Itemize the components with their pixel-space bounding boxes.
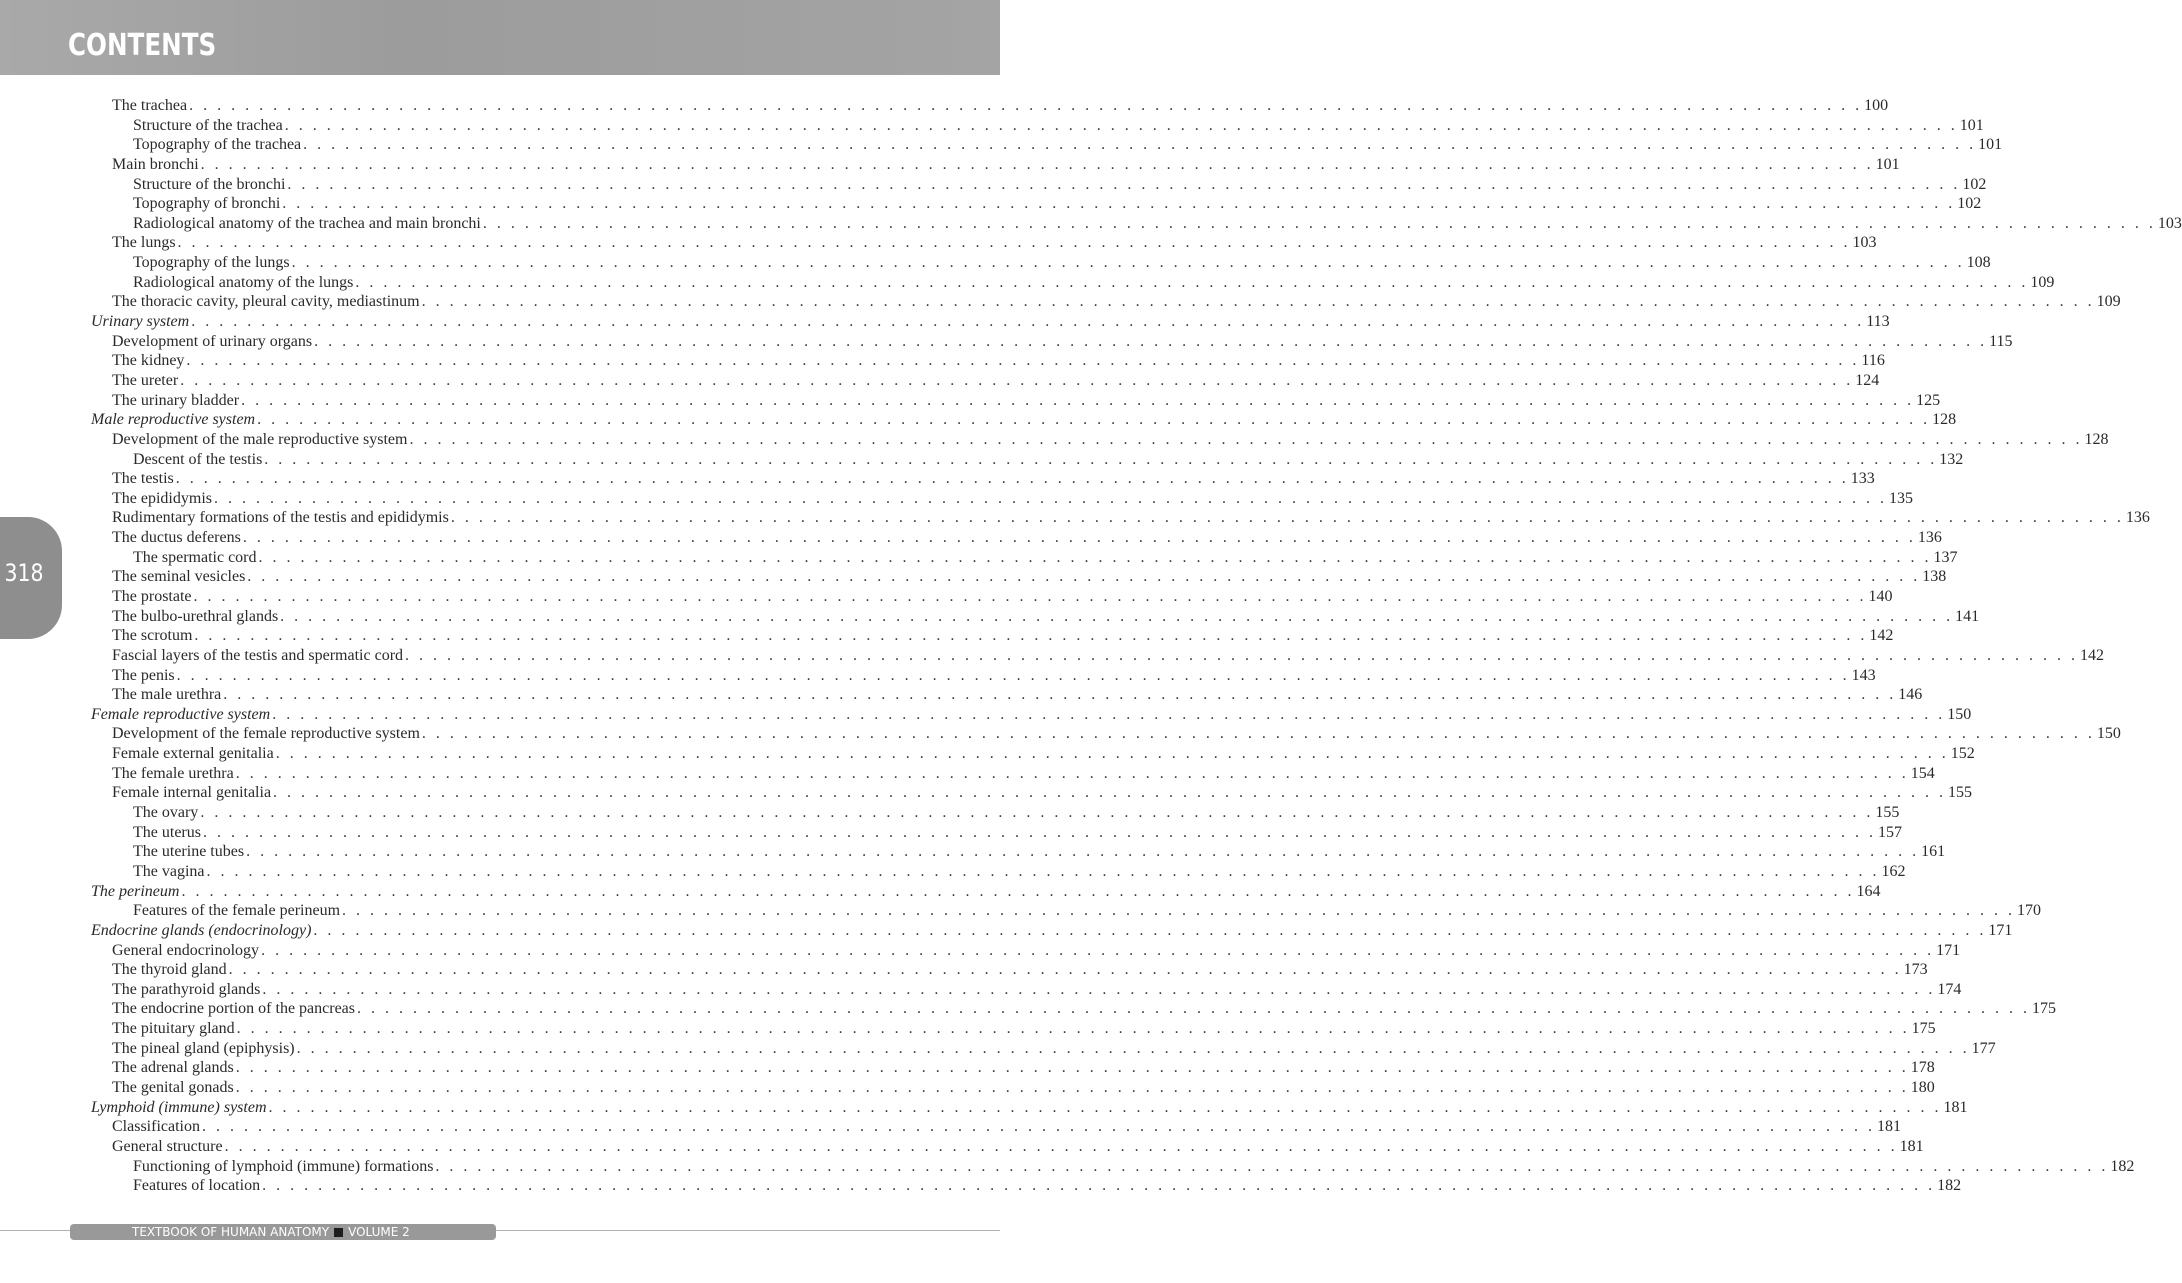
dot-leader: . . . . . . . . . . . . . . . . . . . . . . . . . . . . . . . . . . . . . . . . . . . . . . . . . . . . . . . . . . . . . . . . . . . . . . . . . . . . . . . . . . . . . . . . . . . . . . . . . . . . . . . . . . . . . . . . . . . . . . . . <box>262 980 1936 998</box>
dot-leader: . . . . . . . . . . . . . . . . . . . . . . . . . . . . . . . . . . . . . . . . . . . . . . . . . . . . . . . . . . . . . . . . . . . . . . . . . . . . . . . . . . . . . . . . . . . . . . . . . . . . . . . . . . . . . . . . . . . . . . . . <box>275 745 1949 763</box>
toc-entry-title: Topography of bronchi <box>133 195 281 213</box>
dot-leader: . . . . . . . . . . . . . . . . . . . . . . . . . . . . . . . . . . . . . . . . . . . . . . . . . . . . . . . . . . . . . . . . . . . . . . . . . . . . . . . . . . . . . . . . . . . . . . . . . . . . . . . . . . . . . . . . . . . . . . . . <box>355 273 2029 291</box>
dot-leader: . . . . . . . . . . . . . . . . . . . . . . . . . . . . . . . . . . . . . . . . . . . . . . . . . . . . . . . . . . . . . . . . . . . . . . . . . . . . . . . . . . . . . . . . . . . . . . . . . . . . . . . . . . . . . . . . . . . . . . . . <box>193 588 1867 605</box>
dot-leader: . . . . . . . . . . . . . . . . . . . . . . . . . . . . . . . . . . . . . . . . . . . . . . . . . . . . . . . . . . . . . . . . . . . . . . . . . . . . . . . . . . . . . . . . . . . . . . . . . . . . . . . . . . . . . . . . . . . . . . . . <box>223 686 1897 704</box>
footer-caption <box>132 1224 410 1240</box>
toc-entry <box>133 548 1958 568</box>
toc-entry-page: 154 <box>1910 764 1935 782</box>
toc-entry-title: Development of urinary organs <box>112 332 313 350</box>
toc-entry <box>133 214 2182 234</box>
dot-leader: . . . . . . . . . . . . . . . . . . . . . . . . . . . . . . . . . . . . . . . . . . . . . . . . . . . . . . . . . . . . . . . . . . . . . . . . . . . . . . . . . . . . . . . . . . . . . . . . . . . . . . . . . . . . . . . . . . . . . . . . <box>284 116 1958 134</box>
toc-entry-title: The thyroid gland <box>112 961 227 979</box>
toc-entry-title: Female external genitalia <box>112 745 274 763</box>
toc-entry-title: Development of the male reproductive system <box>112 430 408 448</box>
toc-entry <box>112 96 1889 116</box>
dot-leader: . . . . . . . . . . . . . . . . . . . . . . . . . . . . . . . . . . . . . . . . . . . . . . . . . . . . . . . . . . . . . . . . . . . . . . . . . . . . . . . . . . . . . . . . . . . . . . . . . . . . . . . . . . . . . . . . . . . . . . . . <box>201 1118 1875 1136</box>
toc-entry-title: The prostate <box>112 588 192 605</box>
toc-entry-page: 140 <box>1868 588 1893 605</box>
toc-entry-title: The spermatic cord <box>133 548 257 566</box>
toc-entry-page: 100 <box>1864 97 1889 114</box>
toc-entry-page: 181 <box>1943 1098 1968 1116</box>
dot-leader: . . . . . . . . . . . . . . . . . . . . . . . . . . . . . . . . . . . . . . . . . . . . . . . . . . . . . . . . . . . . . . . . . . . . . . . . . . . . . . . . . . . . . . . . . . . . . . . . . . . . . . . . . . . . . . . . . . . . . . . . <box>206 862 1880 880</box>
toc-entry-page: 142 <box>2080 646 2105 664</box>
toc-entry-page: 109 <box>2030 273 2055 291</box>
toc-entry <box>112 351 1885 371</box>
toc-entry-page: 138 <box>1922 568 1947 586</box>
toc-entry-title: Structure of the bronchi <box>133 175 286 193</box>
toc-entry <box>112 567 1947 587</box>
toc-entry-title: The ovary <box>133 804 199 822</box>
toc-entry <box>112 469 1875 489</box>
dot-leader: . . . . . . . . . . . . . . . . . . . . . . . . . . . . . . . . . . . . . . . . . . . . . . . . . . . . . . . . . . . . . . . . . . . . . . . . . . . . . . . . . . . . . . . . . . . . . . . . . . . . . . . . . . . . . . . . . . . . . . . . <box>200 804 1874 822</box>
toc-entry <box>112 391 1941 411</box>
toc-entry-page: 141 <box>1955 607 1980 625</box>
toc-entry-page: 171 <box>1936 941 1961 959</box>
dot-leader: . . . . . . . . . . . . . . . . . . . . . . . . . . . . . . . . . . . . . . . . . . . . . . . . . . . . . . . . . . . . . . . . . . . . . . . . . . . . . . . . . . . . . . . . . . . . . . . . . . . . . . . . . . . . . . . . . . . . . . . . <box>421 293 2095 311</box>
toc-entry <box>112 587 1893 607</box>
toc-entry-title: General structure <box>112 1137 223 1155</box>
toc-entry-title: The lungs <box>112 234 176 252</box>
toc-entry-title: The pineal gland (epiphysis) <box>112 1039 295 1057</box>
toc-entry-title: The bulbo-urethral glands <box>112 607 279 625</box>
page-title: CONTENTS <box>68 28 217 63</box>
toc-entry <box>133 450 1964 470</box>
toc-entry-page: 137 <box>1933 548 1958 566</box>
toc-entry <box>112 666 1876 686</box>
dot-leader: . . . . . . . . . . . . . . . . . . . . . . . . . . . . . . . . . . . . . . . . . . . . . . . . . . . . . . . . . . . . . . . . . . . . . . . . . . . . . . . . . . . . . . . . . . . . . . . . . . . . . . . . . . . . . . . . . . . . . . . . <box>181 882 1855 900</box>
toc-entry <box>112 941 1961 961</box>
toc-entry <box>112 292 2121 312</box>
toc-entry-page: 108 <box>1966 254 1991 272</box>
toc-entry <box>112 1058 1935 1078</box>
toc-entry-title: Lymphoid (immune) system <box>91 1098 267 1116</box>
dot-leader: . . . . . . . . . . . . . . . . . . . . . . . . . . . . . . . . . . . . . . . . . . . . . . . . . . . . . . . . . . . . . . . . . . . . . . . . . . . . . . . . . . . . . . . . . . . . . . . . . . . . . . . . . . . . . . . . . . . . . . . . <box>303 136 1977 154</box>
toc-entry <box>112 724 2121 744</box>
dot-leader: . . . . . . . . . . . . . . . . . . . . . . . . . . . . . . . . . . . . . . . . . . . . . . . . . . . . . . . . . . . . . . . . . . . . . . . . . . . . . . . . . . . . . . . . . . . . . . . . . . . . . . . . . . . . . . . . . . . . . . . . <box>272 705 1946 723</box>
dot-leader: . . . . . . . . . . . . . . . . . . . . . . . . . . . . . . . . . . . . . . . . . . . . . . . . . . . . . . . . . . . . . . . . . . . . . . . . . . . . . . . . . . . . . . . . . . . . . . . . . . . . . . . . . . . . . . . . . . . . . . . . <box>235 1059 1909 1077</box>
toc-entry-title: Main bronchi <box>112 155 199 173</box>
toc-entry-page: 113 <box>1866 313 1890 331</box>
toc-entry <box>112 999 2057 1019</box>
dot-leader: . . . . . . . . . . . . . . . . . . . . . . . . . . . . . . . . . . . . . . . . . . . . . . . . . . . . . . . . . . . . . . . . . . . . . . . . . . . . . . . . . . . . . . . . . . . . . . . . . . . . . . . . . . . . . . . . . . . . . . . . <box>262 1177 1936 1195</box>
toc-entry <box>133 194 1982 214</box>
dot-leader: . . . . . . . . . . . . . . . . . . . . . . . . . . . . . . . . . . . . . . . . . . . . . . . . . . . . . . . . . . . . . . . . . . . . . . . . . . . . . . . . . . . . . . . . . . . . . . . . . . . . . . . . . . . . . . . . . . . . . . . . <box>200 155 1874 173</box>
toc-entry-title: Topography of the trachea <box>133 136 302 154</box>
toc-entry-page: 115 <box>1989 332 2013 350</box>
dot-leader: . . . . . . . . . . . . . . . . . . . . . . . . . . . . . . . . . . . . . . . . . . . . . . . . . . . . . . . . . . . . . . . . . . . . . . . . . . . . . . . . . . . . . . . . . . . . . . . . . . . . . . . . . . . . . . . . . . . . . . . . <box>287 175 1961 193</box>
toc-entry-page: 124 <box>1855 371 1880 389</box>
toc-entry-title: Structure of the trachea <box>133 116 283 134</box>
toc-entry-title: Female reproductive system <box>91 705 271 723</box>
toc-entry <box>112 646 2105 666</box>
toc-entry <box>91 1098 1968 1118</box>
toc-entry-page: 128 <box>2084 430 2109 448</box>
toc-entry <box>112 685 1923 705</box>
toc-entry-page: 103 <box>2157 214 2182 232</box>
toc-entry-page: 136 <box>1917 529 1942 547</box>
toc-entry-title: Development of the female reproductive system <box>112 725 420 743</box>
toc-entry <box>133 273 2055 293</box>
toc-entry-page: 116 <box>1861 352 1885 370</box>
toc-entry <box>112 489 1913 509</box>
page-number: 318 <box>4 559 44 587</box>
dot-leader: . . . . . . . . . . . . . . . . . . . . . . . . . . . . . . . . . . . . . . . . . . . . . . . . . . . . . . . . . . . . . . . . . . . . . . . . . . . . . . . . . . . . . . . . . . . . . . . . . . . . . . . . . . . . . . . . . . . . . . . . <box>482 214 2156 232</box>
toc-entry <box>91 312 1890 332</box>
toc-entry-title: The parathyroid glands <box>112 980 261 998</box>
toc-entry-title: The scrotum <box>112 627 193 645</box>
toc-entry <box>133 823 1902 843</box>
dot-leader: . . . . . . . . . . . . . . . . . . . . . . . . . . . . . . . . . . . . . . . . . . . . . . . . . . . . . . . . . . . . . . . . . . . . . . . . . . . . . . . . . . . . . . . . . . . . . . . . . . . . . . . . . . . . . . . . . . . . . . . . <box>228 961 1902 979</box>
toc-entry-page: 150 <box>1947 705 1972 723</box>
toc-entry-page: 175 <box>1911 1020 1936 1038</box>
toc-entry <box>112 430 2109 450</box>
toc-entry-page: 175 <box>2032 1000 2057 1018</box>
toc-entry <box>133 1157 2135 1177</box>
toc-entry-title: The female urethra <box>112 764 234 782</box>
toc-entry <box>91 921 2013 941</box>
toc-entry-title: The ductus deferens <box>112 529 241 547</box>
toc-entry <box>112 764 1935 784</box>
toc-entry-page: 180 <box>1910 1079 1935 1096</box>
dot-leader: . . . . . . . . . . . . . . . . . . . . . . . . . . . . . . . . . . . . . . . . . . . . . . . . . . . . . . . . . . . . . . . . . . . . . . . . . . . . . . . . . . . . . . . . . . . . . . . . . . . . . . . . . . . . . . . . . . . . . . . . <box>176 666 1850 684</box>
toc-entry-title: Endocrine glands (endocrinology) <box>91 921 312 939</box>
toc-entry-page: 109 <box>2096 293 2121 311</box>
dot-leader: . . . . . . . . . . . . . . . . . . . . . . . . . . . . . . . . . . . . . . . . . . . . . . . . . . . . . . . . . . . . . . . . . . . . . . . . . . . . . . . . . . . . . . . . . . . . . . . . . . . . . . . . . . . . . . . . . . . . . . . . <box>189 97 1863 114</box>
toc-entry-page: 177 <box>1971 1039 1996 1057</box>
toc-entry <box>91 882 1881 902</box>
dot-leader: . . . . . . . . . . . . . . . . . . . . . . . . . . . . . . . . . . . . . . . . . . . . . . . . . . . . . . . . . . . . . . . . . . . . . . . . . . . . . . . . . . . . . . . . . . . . . . . . . . . . . . . . . . . . . . . . . . . . . . . . <box>296 1039 1970 1057</box>
toc-entry-page: 182 <box>1937 1177 1962 1195</box>
toc-entry-page: 178 <box>1910 1059 1935 1077</box>
dot-leader: . . . . . . . . . . . . . . . . . . . . . . . . . . . . . . . . . . . . . . . . . . . . . . . . . . . . . . . . . . . . . . . . . . . . . . . . . . . . . . . . . . . . . . . . . . . . . . . . . . . . . . . . . . . . . . . . . . . . . . . . <box>242 529 1916 547</box>
dot-leader: . . . . . . . . . . . . . . . . . . . . . . . . . . . . . . . . . . . . . . . . . . . . . . . . . . . . . . . . . . . . . . . . . . . . . . . . . . . . . . . . . . . . . . . . . . . . . . . . . . . . . . . . . . . . . . . . . . . . . . . . <box>177 234 1851 252</box>
toc-entry-title: The genital gonads <box>112 1079 234 1096</box>
dot-leader: . . . . . . . . . . . . . . . . . . . . . . . . . . . . . . . . . . . . . . . . . . . . . . . . . . . . . . . . . . . . . . . . . . . . . . . . . . . . . . . . . . . . . . . . . . . . . . . . . . . . . . . . . . . . . . . . . . . . . . . . <box>261 941 1935 959</box>
toc-entry <box>112 1137 1924 1157</box>
toc-entry-title: The kidney <box>112 352 185 370</box>
toc-entry-title: The seminal vesicles <box>112 568 246 586</box>
toc-entry <box>91 410 1957 430</box>
dot-leader: . . . . . . . . . . . . . . . . . . . . . . . . . . . . . . . . . . . . . . . . . . . . . . . . . . . . . . . . . . . . . . . . . . . . . . . . . . . . . . . . . . . . . . . . . . . . . . . . . . . . . . . . . . . . . . . . . . . . . . . . <box>314 332 1988 350</box>
dot-leader: . . . . . . . . . . . . . . . . . . . . . . . . . . . . . . . . . . . . . . . . . . . . . . . . . . . . . . . . . . . . . . . . . . . . . . . . . . . . . . . . . . . . . . . . . . . . . . . . . . . . . . . . . . . . . . . . . . . . . . . . <box>280 607 1954 625</box>
toc-entry-title: The ureter <box>112 371 179 389</box>
toc-entry <box>112 528 1942 548</box>
dot-leader: . . . . . . . . . . . . . . . . . . . . . . . . . . . . . . . . . . . . . . . . . . . . . . . . . . . . . . . . . . . . . . . . . . . . . . . . . . . . . . . . . . . . . . . . . . . . . . . . . . . . . . . . . . . . . . . . . . . . . . . . <box>258 548 1932 566</box>
toc-entry-title: The penis <box>112 666 175 684</box>
toc-entry <box>112 508 2150 528</box>
toc-entry-title: Radiological anatomy of the lungs <box>133 273 354 291</box>
toc-entry-title: Rudimentary formations of the testis and epididymis <box>112 509 449 527</box>
toc-entry-title: The uterus <box>133 823 201 841</box>
toc-entry-title: The epididymis <box>112 489 212 507</box>
toc-entry-page: 170 <box>2017 902 2042 920</box>
toc-entry-page: 155 <box>1875 804 1900 822</box>
toc-entry-title: The trachea <box>112 97 188 114</box>
toc-entry-title: Urinary system <box>91 313 190 331</box>
toc-entry <box>112 332 2013 352</box>
toc-entry-title: Functioning of lymphoid (immune) formations <box>133 1157 434 1175</box>
dot-leader: . . . . . . . . . . . . . . . . . . . . . . . . . . . . . . . . . . . . . . . . . . . . . . . . . . . . . . . . . . . . . . . . . . . . . . . . . . . . . . . . . . . . . . . . . . . . . . . . . . . . . . . . . . . . . . . . . . . . . . . . <box>213 489 1887 507</box>
dot-leader: . . . . . . . . . . . . . . . . . . . . . . . . . . . . . . . . . . . . . . . . . . . . . . . . . . . . . . . . . . . . . . . . . . . . . . . . . . . . . . . . . . . . . . . . . . . . . . . . . . . . . . . . . . . . . . . . . . . . . . . . <box>357 1000 2031 1018</box>
toc-entry-page: 146 <box>1898 686 1923 704</box>
dot-leader: . . . . . . . . . . . . . . . . . . . . . . . . . . . . . . . . . . . . . . . . . . . . . . . . . . . . . . . . . . . . . . . . . . . . . . . . . . . . . . . . . . . . . . . . . . . . . . . . . . . . . . . . . . . . . . . . . . . . . . . . <box>186 352 1860 370</box>
toc-entry <box>112 1019 1936 1039</box>
toc-entry-title: The testis <box>112 470 174 488</box>
toc-entry-page: 173 <box>1903 961 1928 979</box>
toc-entry-page: 128 <box>1932 411 1957 429</box>
toc-entry-title: The vagina <box>133 862 205 880</box>
toc-entry <box>133 1176 1962 1196</box>
toc-entry-page: 102 <box>1957 195 1982 213</box>
toc-entry <box>112 1078 1935 1098</box>
toc-entry-page: 102 <box>1962 175 1987 193</box>
dot-leader: . . . . . . . . . . . . . . . . . . . . . . . . . . . . . . . . . . . . . . . . . . . . . . . . . . . . . . . . . . . . . . . . . . . . . . . . . . . . . . . . . . . . . . . . . . . . . . . . . . . . . . . . . . . . . . . . . . . . . . . . <box>405 646 2079 664</box>
dot-leader: . . . . . . . . . . . . . . . . . . . . . . . . . . . . . . . . . . . . . . . . . . . . . . . . . . . . . . . . . . . . . . . . . . . . . . . . . . . . . . . . . . . . . . . . . . . . . . . . . . . . . . . . . . . . . . . . . . . . . . . . <box>224 1137 1898 1155</box>
toc-entry-title: Features of the female perineum <box>133 902 341 920</box>
dot-leader: . . . . . . . . . . . . . . . . . . . . . . . . . . . . . . . . . . . . . . . . . . . . . . . . . . . . . . . . . . . . . . . . . . . . . . . . . . . . . . . . . . . . . . . . . . . . . . . . . . . . . . . . . . . . . . . . . . . . . . . . <box>273 784 1947 802</box>
dot-leader: . . . . . . . . . . . . . . . . . . . . . . . . . . . . . . . . . . . . . . . . . . . . . . . . . . . . . . . . . . . . . . . . . . . . . . . . . . . . . . . . . . . . . . . . . . . . . . . . . . . . . . . . . . . . . . . . . . . . . . . . <box>257 411 1931 429</box>
toc-entry-page: 101 <box>1959 116 1984 134</box>
toc-entry <box>112 980 1962 1000</box>
dot-leader: . . . . . . . . . . . . . . . . . . . . . . . . . . . . . . . . . . . . . . . . . . . . . . . . . . . . . . . . . . . . . . . . . . . . . . . . . . . . . . . . . . . . . . . . . . . . . . . . . . . . . . . . . . . . . . . . . . . . . . . . <box>194 627 1868 645</box>
toc-entry-page: 101 <box>1978 136 2003 154</box>
footer-volume: VOLUME 2 <box>348 1225 410 1239</box>
toc-entry-page: 103 <box>1852 234 1877 252</box>
dot-leader: . . . . . . . . . . . . . . . . . . . . . . . . . . . . . . . . . . . . . . . . . . . . . . . . . . . . . . . . . . . . . . . . . . . . . . . . . . . . . . . . . . . . . . . . . . . . . . . . . . . . . . . . . . . . . . . . . . . . . . . . <box>175 470 1849 488</box>
dot-leader: . . . . . . . . . . . . . . . . . . . . . . . . . . . . . . . . . . . . . . . . . . . . . . . . . . . . . . . . . . . . . . . . . . . . . . . . . . . . . . . . . . . . . . . . . . . . . . . . . . . . . . . . . . . . . . . . . . . . . . . . <box>180 371 1854 389</box>
dot-leader: . . . . . . . . . . . . . . . . . . . . . . . . . . . . . . . . . . . . . . . . . . . . . . . . . . . . . . . . . . . . . . . . . . . . . . . . . . . . . . . . . . . . . . . . . . . . . . . . . . . . . . . . . . . . . . . . . . . . . . . . <box>313 921 1987 939</box>
toc-entry <box>112 371 1880 391</box>
toc-entry <box>112 607 1980 627</box>
toc-entry-page: 101 <box>1875 155 1900 173</box>
toc-entry <box>112 1117 1901 1137</box>
toc-entry-title: The uterine tubes <box>133 843 245 861</box>
dot-leader: . . . . . . . . . . . . . . . . . . . . . . . . . . . . . . . . . . . . . . . . . . . . . . . . . . . . . . . . . . . . . . . . . . . . . . . . . . . . . . . . . . . . . . . . . . . . . . . . . . . . . . . . . . . . . . . . . . . . . . . . <box>291 254 1965 272</box>
dot-leader: . . . . . . . . . . . . . . . . . . . . . . . . . . . . . . . . . . . . . . . . . . . . . . . . . . . . . . . . . . . . . . . . . . . . . . . . . . . . . . . . . . . . . . . . . . . . . . . . . . . . . . . . . . . . . . . . . . . . . . . . <box>435 1157 2109 1175</box>
dot-leader: . . . . . . . . . . . . . . . . . . . . . . . . . . . . . . . . . . . . . . . . . . . . . . . . . . . . . . . . . . . . . . . . . . . . . . . . . . . . . . . . . . . . . . . . . . . . . . . . . . . . . . . . . . . . . . . . . . . . . . . . <box>421 725 2095 743</box>
toc-entry <box>133 862 1906 882</box>
toc-entry-title: The pituitary gland <box>112 1020 235 1038</box>
toc-entry-page: 150 <box>2096 725 2121 743</box>
dot-leader: . . . . . . . . . . . . . . . . . . . . . . . . . . . . . . . . . . . . . . . . . . . . . . . . . . . . . . . . . . . . . . . . . . . . . . . . . . . . . . . . . . . . . . . . . . . . . . . . . . . . . . . . . . . . . . . . . . . . . . . . <box>282 195 1956 213</box>
toc-entry-page: 174 <box>1937 980 1962 998</box>
toc-entry-title: Female internal genitalia <box>112 784 272 802</box>
toc-entry-page: 143 <box>1851 666 1876 684</box>
toc-entry-page: 181 <box>1876 1118 1901 1136</box>
dot-leader: . . . . . . . . . . . . . . . . . . . . . . . . . . . . . . . . . . . . . . . . . . . . . . . . . . . . . . . . . . . . . . . . . . . . . . . . . . . . . . . . . . . . . . . . . . . . . . . . . . . . . . . . . . . . . . . . . . . . . . . . <box>202 823 1876 841</box>
toc-entry-title: Fascial layers of the testis and spermatic cord <box>112 646 404 664</box>
square-bullet-icon <box>334 1228 343 1237</box>
dot-leader: . . . . . . . . . . . . . . . . . . . . . . . . . . . . . . . . . . . . . . . . . . . . . . . . . . . . . . . . . . . . . . . . . . . . . . . . . . . . . . . . . . . . . . . . . . . . . . . . . . . . . . . . . . . . . . . . . . . . . . . . <box>236 1020 1910 1038</box>
toc-entry-title: General endocrinology <box>112 941 260 959</box>
footer-book-title: TEXTBOOK OF HUMAN ANATOMY <box>132 1225 330 1239</box>
toc-entry-title: Features of location <box>133 1177 261 1195</box>
toc-entry <box>133 803 1900 823</box>
toc-entry-page: 182 <box>2110 1157 2135 1175</box>
toc-entry-title: The thoracic cavity, pleural cavity, mediastinum <box>112 293 420 311</box>
dot-leader: . . . . . . . . . . . . . . . . . . . . . . . . . . . . . . . . . . . . . . . . . . . . . . . . . . . . . . . . . . . . . . . . . . . . . . . . . . . . . . . . . . . . . . . . . . . . . . . . . . . . . . . . . . . . . . . . . . . . . . . . <box>409 430 2083 448</box>
toc-entry-page: 162 <box>1881 862 1906 880</box>
toc-entry-page: 125 <box>1916 391 1941 409</box>
toc-entry-title: Male reproductive system <box>91 411 256 429</box>
dot-leader: . . . . . . . . . . . . . . . . . . . . . . . . . . . . . . . . . . . . . . . . . . . . . . . . . . . . . . . . . . . . . . . . . . . . . . . . . . . . . . . . . . . . . . . . . . . . . . . . . . . . . . . . . . . . . . . . . . . . . . . . <box>235 1079 1909 1096</box>
dot-leader: . . . . . . . . . . . . . . . . . . . . . . . . . . . . . . . . . . . . . . . . . . . . . . . . . . . . . . . . . . . . . . . . . . . . . . . . . . . . . . . . . . . . . . . . . . . . . . . . . . . . . . . . . . . . . . . . . . . . . . . . <box>450 509 2124 527</box>
toc-entry-page: 155 <box>1948 784 1973 802</box>
toc-entry <box>133 253 1991 273</box>
toc-entry <box>133 175 1987 195</box>
dot-leader: . . . . . . . . . . . . . . . . . . . . . . . . . . . . . . . . . . . . . . . . . . . . . . . . . . . . . . . . . . . . . . . . . . . . . . . . . . . . . . . . . . . . . . . . . . . . . . . . . . . . . . . . . . . . . . . . . . . . . . . . <box>264 450 1938 468</box>
toc-entry-page: 181 <box>1899 1137 1924 1155</box>
toc-entry-page: 133 <box>1850 470 1875 488</box>
toc-entry-title: Radiological anatomy of the trachea and main bronchi <box>133 214 481 232</box>
dot-leader: . . . . . . . . . . . . . . . . . . . . . . . . . . . . . . . . . . . . . . . . . . . . . . . . . . . . . . . . . . . . . . . . . . . . . . . . . . . . . . . . . . . . . . . . . . . . . . . . . . . . . . . . . . . . . . . . . . . . . . . . <box>342 902 2016 920</box>
toc-entry <box>112 744 1975 764</box>
toc-entry <box>112 626 1894 646</box>
toc-entry-title: The endocrine portion of the pancreas <box>112 1000 356 1018</box>
toc-entry-title: Descent of the testis <box>133 450 263 468</box>
toc-entry-title: The adrenal glands <box>112 1059 234 1077</box>
dot-leader: . . . . . . . . . . . . . . . . . . . . . . . . . . . . . . . . . . . . . . . . . . . . . . . . . . . . . . . . . . . . . . . . . . . . . . . . . . . . . . . . . . . . . . . . . . . . . . . . . . . . . . . . . . . . . . . . . . . . . . . . <box>247 568 1921 586</box>
toc-entry <box>112 960 1928 980</box>
dot-leader: . . . . . . . . . . . . . . . . . . . . . . . . . . . . . . . . . . . . . . . . . . . . . . . . . . . . . . . . . . . . . . . . . . . . . . . . . . . . . . . . . . . . . . . . . . . . . . . . . . . . . . . . . . . . . . . . . . . . . . . . <box>246 843 1920 861</box>
toc-entry <box>112 233 1877 253</box>
toc-entry-page: 136 <box>2125 509 2150 527</box>
toc-entry-title: Topography of the lungs <box>133 254 290 272</box>
dot-leader: . . . . . . . . . . . . . . . . . . . . . . . . . . . . . . . . . . . . . . . . . . . . . . . . . . . . . . . . . . . . . . . . . . . . . . . . . . . . . . . . . . . . . . . . . . . . . . . . . . . . . . . . . . . . . . . . . . . . . . . . <box>241 391 1915 409</box>
toc-entry <box>133 135 2003 155</box>
toc-entry-page: 171 <box>1988 921 2013 939</box>
page-header <box>0 0 1000 75</box>
toc-entry-page: 161 <box>1921 843 1946 861</box>
toc-entry-page: 135 <box>1888 489 1913 507</box>
dot-leader: . . . . . . . . . . . . . . . . . . . . . . . . . . . . . . . . . . . . . . . . . . . . . . . . . . . . . . . . . . . . . . . . . . . . . . . . . . . . . . . . . . . . . . . . . . . . . . . . . . . . . . . . . . . . . . . . . . . . . . . . <box>235 764 1909 782</box>
toc-entry-page: 152 <box>1950 745 1975 763</box>
toc-entry-page: 132 <box>1939 450 1964 468</box>
toc-entry-title: The urinary bladder <box>112 391 240 409</box>
toc-entry <box>112 1039 1996 1059</box>
toc-entry <box>112 155 1900 175</box>
toc-entry <box>133 116 1984 136</box>
toc-entry <box>133 842 1946 862</box>
toc-entry-page: 142 <box>1869 627 1894 645</box>
dot-leader: . . . . . . . . . . . . . . . . . . . . . . . . . . . . . . . . . . . . . . . . . . . . . . . . . . . . . . . . . . . . . . . . . . . . . . . . . . . . . . . . . . . . . . . . . . . . . . . . . . . . . . . . . . . . . . . . . . . . . . . . <box>191 313 1865 331</box>
toc-entry <box>112 783 1973 803</box>
toc-entry-page: 164 <box>1856 882 1881 900</box>
toc-entry <box>91 705 1972 725</box>
toc-entry-title: The perineum <box>91 882 180 900</box>
toc-entry-page: 157 <box>1877 823 1902 841</box>
toc-entry <box>133 901 2042 921</box>
toc-entry-title: Classification <box>112 1118 200 1136</box>
toc-entry-title: The male urethra <box>112 686 222 704</box>
dot-leader: . . . . . . . . . . . . . . . . . . . . . . . . . . . . . . . . . . . . . . . . . . . . . . . . . . . . . . . . . . . . . . . . . . . . . . . . . . . . . . . . . . . . . . . . . . . . . . . . . . . . . . . . . . . . . . . . . . . . . . . . <box>268 1098 1942 1116</box>
